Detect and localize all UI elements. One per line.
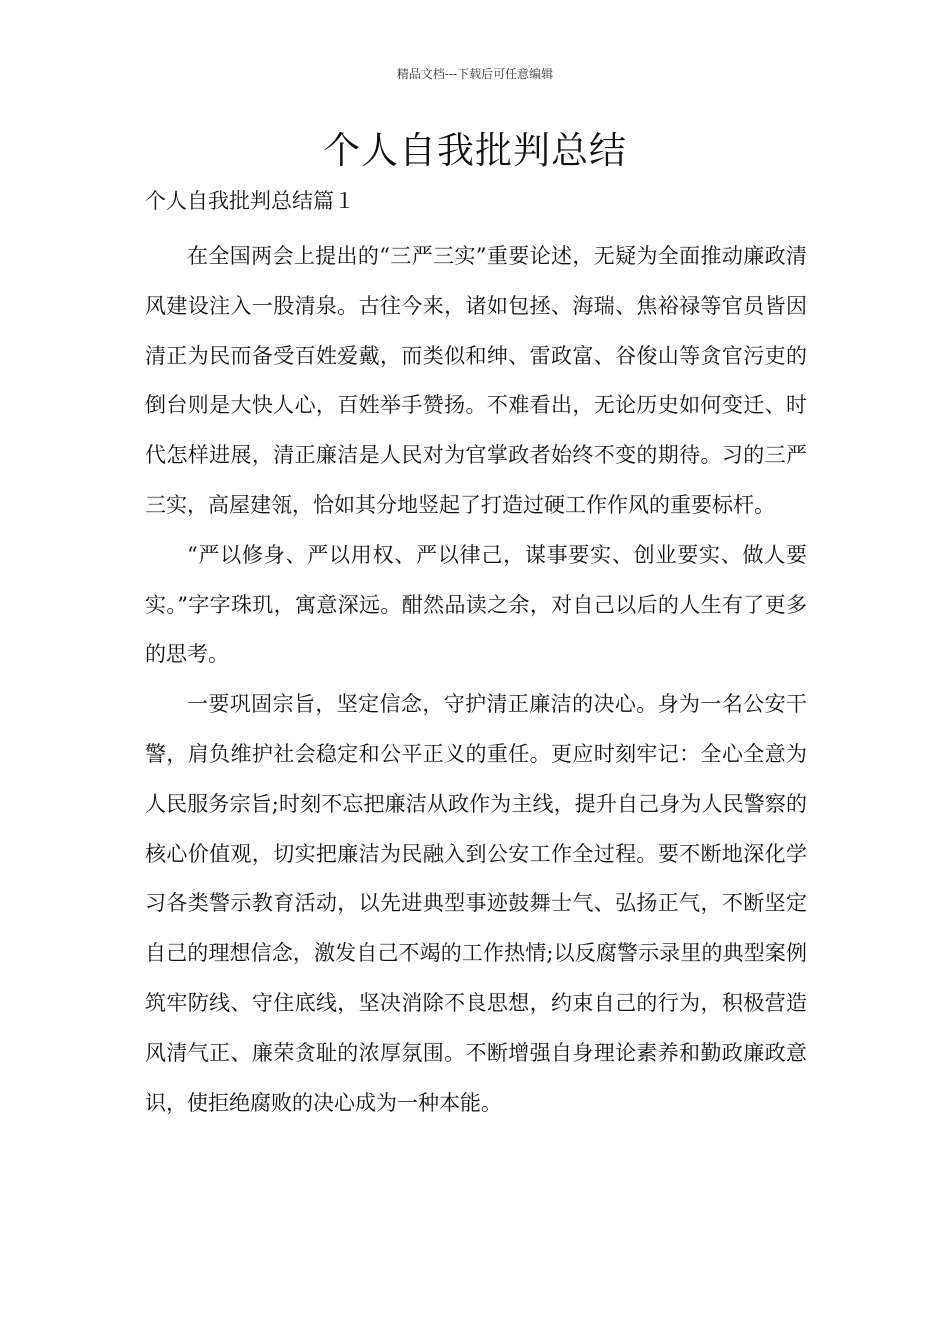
section-heading: 个人自我批判总结篇１ <box>145 189 355 213</box>
document-body <box>145 232 807 1128</box>
header-watermark: 精品文档---下载后可任意编辑 <box>396 67 554 81</box>
paragraph-1: 在全国两会上提出的“三严三实”重要论述，无疑为全面推动廉政清风建设注入一股清泉。古往今来，诸如包拯、海瑞、焦裕禄等官员皆因清正为民而备受百姓爱戴，而类似和绅、雷政富、谷俊山等贪官污吏的倒台则是大快人心，百姓举手赞扬。不难看出，无论历史如何变迁、时代怎样进展，清正廉洁是人民对为官掌政者始终不变的期待。习的三严三实，高屋建瓴，恰如其分地竖起了打造过硬工作作风的重要标杆。 <box>145 244 807 517</box>
document-title: 个人自我批判总结 <box>323 129 627 172</box>
paragraph-2: “严以修身、严以用权、严以律己，谋事要实、创业要实、做人要实。”字字珠玑，寓意深远。酣然品读之余，对自己以后的人生有了更多的思考。 <box>145 542 807 667</box>
paragraph-3: 一要巩固宗旨，坚定信念，守护清正廉洁的决心。身为一名公安干警，肩负维护社会稳定和公平正义的重任。更应时刻牢记：全心全意为人民服务宗旨;时刻不忘把廉洁从政作为主线，提升自己身为人民警察的核心价值观，切实把廉洁为民融入到公安工作全过程。要不断地深化学习各类警示教育活动，以先进典型事迹鼓舞士气、弘扬正气，不断坚定自己的理想信念，激发自己不竭的工作热情;以反腐警示录里的典型案例筑牢防线、守住底线，坚决消除不良思想，约束自己的行为，积极营造风清气正、廉荣贪耻的浓厚氛围。不断增强自身理论素养和勤政廉政意识，使拒绝腐败的决心成为一种本能。 <box>145 692 807 1115</box>
